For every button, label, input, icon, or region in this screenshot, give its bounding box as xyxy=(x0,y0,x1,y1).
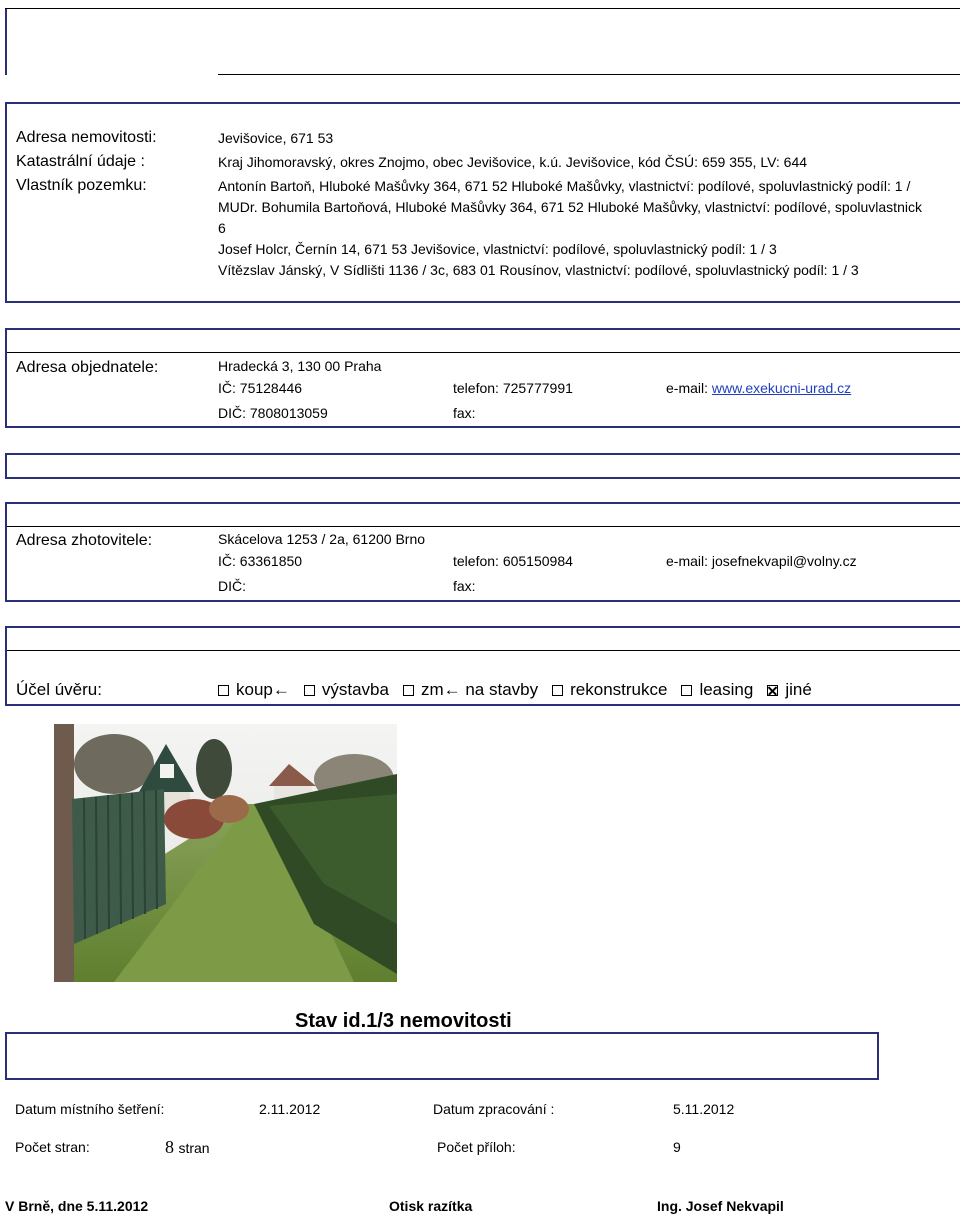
loan-purpose-option[interactable] xyxy=(218,680,290,699)
contractor-fax: fax: xyxy=(453,578,476,594)
loan-purpose-option[interactable] xyxy=(403,680,538,699)
section-border xyxy=(877,1032,879,1080)
client-email xyxy=(666,379,851,397)
section-border xyxy=(5,626,7,706)
loan-purpose-option[interactable] xyxy=(681,680,753,699)
footer-stamp: Otisk razítka xyxy=(389,1198,473,1214)
processing-date-value: 5.11.2012 xyxy=(673,1101,735,1117)
client-phone: telefon: 725777991 xyxy=(453,380,573,396)
checkbox-icon[interactable] xyxy=(304,685,315,696)
owner-line: 6 xyxy=(218,220,226,236)
cadastral-label: Katastrální údaje : xyxy=(16,153,145,170)
contractor-address: Skácelova 1253 / 2a, 61200 Brno xyxy=(218,531,426,547)
section-border xyxy=(7,352,960,353)
loan-purpose-option[interactable] xyxy=(304,680,389,699)
processing-date-label: Datum zpracování : xyxy=(433,1101,555,1117)
section-border xyxy=(5,102,7,302)
section-border xyxy=(5,1032,879,1034)
section-border xyxy=(5,477,960,479)
checkbox-icon[interactable] xyxy=(218,685,229,696)
client-label: Adresa objednatele: xyxy=(16,359,159,376)
loan-purpose-option-label: koup← xyxy=(236,680,290,699)
loan-purpose-option-label: leasing xyxy=(699,680,754,699)
frame-line xyxy=(218,74,960,75)
section-border xyxy=(5,453,960,455)
section-border xyxy=(5,328,960,330)
cadastral-value: Kraj Jihomoravský, okres Znojmo, obec Jevišovice, k.ú. Jevišovice, kód ČSÚ: 659 355, LV: 644 xyxy=(218,154,808,170)
loan-purpose-option[interactable] xyxy=(552,680,667,699)
section-border xyxy=(5,453,7,479)
section-border xyxy=(5,301,960,303)
loan-purpose-option-label: rekonstrukce xyxy=(570,680,668,699)
checkbox-icon[interactable] xyxy=(552,685,563,696)
section-border xyxy=(5,704,960,706)
owner-label: Vlastník pozemku: xyxy=(16,177,147,194)
attachments-value: 9 xyxy=(673,1139,681,1155)
page-count-number: 8 xyxy=(165,1137,174,1157)
section-border xyxy=(7,526,960,527)
section-border xyxy=(5,1078,879,1080)
loan-purpose-options xyxy=(218,679,826,701)
loan-purpose-option-label: výstavba xyxy=(321,680,389,699)
checked-checkbox-icon[interactable] xyxy=(767,685,778,696)
frame-line xyxy=(5,8,7,75)
owner-line: Vítězslav Jánský, V Sídlišti 1136 / 3c, 683 01 Rousínov, vlastnictví: podílové, spoluvlastnický podíl: 1 / 3 xyxy=(218,262,859,278)
owner-line: MUDr. Bohumila Bartoňová, Hluboké Mašůvky 364, 671 52 Hluboké Mašůvky, vlastnictví: podílové, spoluvlastnick xyxy=(218,199,922,215)
state-title: Stav id.1/3 nemovitosti xyxy=(295,1010,512,1032)
inspection-date-label: Datum místního šetření: xyxy=(15,1101,165,1117)
client-ic: IČ: 75128446 xyxy=(218,380,303,396)
attachments-label: Počet příloh: xyxy=(437,1139,516,1155)
loan-purpose-label: Účel úvěru: xyxy=(16,680,102,699)
section-border xyxy=(5,626,960,628)
page-count-word: stran xyxy=(178,1140,210,1156)
checkbox-icon[interactable] xyxy=(681,685,692,696)
property-photo xyxy=(54,724,397,982)
section-border xyxy=(5,426,960,428)
contractor-dic: DIČ: xyxy=(218,578,246,594)
contractor-ic: IČ: 63361850 xyxy=(218,553,303,569)
client-dic: DIČ: 7808013059 xyxy=(218,405,328,421)
footer-signature: Ing. Josef Nekvapil xyxy=(657,1198,784,1214)
section-border xyxy=(5,502,960,504)
footer-place-date: V Brně, dne 5.11.2012 xyxy=(5,1198,149,1214)
section-border xyxy=(5,102,960,104)
loan-purpose-option[interactable] xyxy=(767,680,811,699)
section-border xyxy=(5,600,960,602)
page-count-label: Počet stran: xyxy=(15,1139,90,1155)
section-border xyxy=(5,328,7,428)
checkbox-icon[interactable] xyxy=(403,685,414,696)
frame-line xyxy=(5,8,960,9)
inspection-date-value: 2.11.2012 xyxy=(259,1101,321,1117)
loan-purpose-option-label: zm← na stavby xyxy=(420,680,539,699)
property-address-value: Jevišovice, 671 53 xyxy=(218,130,334,146)
page-count-value xyxy=(165,1137,210,1158)
contractor-email: e-mail: josefnekvapil@volny.cz xyxy=(666,553,857,569)
contractor-label: Adresa zhotovitele: xyxy=(16,532,153,549)
section-border xyxy=(5,1032,7,1080)
owner-line: Antonín Bartoň, Hluboké Mašůvky 364, 671 52 Hluboké Mašůvky, vlastnictví: podílové, spoluvlastnický podíl: 1 / xyxy=(218,178,911,194)
owner-line: Josef Holcr, Černín 14, 671 53 Jevišovice, vlastnictví: podílové, spoluvlastnický podíl: 1 / 3 xyxy=(218,241,777,257)
client-address: Hradecká 3, 130 00 Praha xyxy=(218,358,382,374)
loan-purpose-option-label: jiné xyxy=(785,680,812,699)
client-fax: fax: xyxy=(453,405,476,421)
client-email-prefix: e-mail: xyxy=(666,380,712,396)
section-border xyxy=(7,650,960,651)
property-address-label: Adresa nemovitosti: xyxy=(16,129,157,146)
section-border xyxy=(5,502,7,602)
contractor-phone: telefon: 605150984 xyxy=(453,553,573,569)
client-email-link[interactable]: www.exekucni-urad.cz xyxy=(711,380,852,396)
